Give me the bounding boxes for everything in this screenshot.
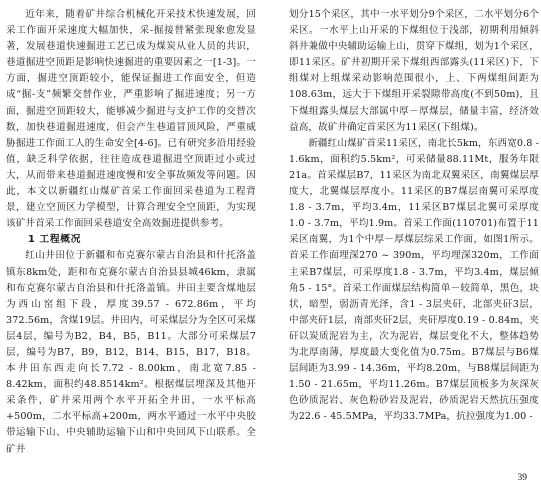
overview-paragraph: 红山井田位于新疆和布克赛尔蒙古自治县和什托洛盖镇东8km处，距和布克赛尔蒙古自治县县城46km，隶属和布克赛尔蒙古自治县和什托洛盖镇。井田主要含煤地层为西山窑组下段，厚度39.57 - 672.86m，平均372.56m，含煤19层。井田内，可采煤层分为全区可采煤层4层，编号为B2，B4，B5，B11。大部分可采煤层7层，编号为B7，B9，B12，B14，B15，B17，B18。本井田东西走向长7.72 - 8.00km，南北宽7.85 - 8.42km，面积约48.8514km²。根据煤层埋深及其他开采条件，矿井采用两个水平开拓全井田，一水平标高+500m，二水平标高+200m，两水平通过一水平中央胶带运输下山、中央辅助运输下山和中央回风下山联系。全矿井 bbox=[6, 250, 256, 455]
section-heading: 1 工程概况 bbox=[28, 234, 82, 246]
overview-paragraph-continued: 划分15个采区，其中一水平划分9个采区，二水平划分6个采区。一水平上山开采的下煤组位于浅部，初期利用倾斜斜井兼做中央辅助运输上山，贯穿下煤组，划为1个采区，即11采区。矿井初期开采下煤组西部露头(11采区)下，下组煤对上组煤采动影响范围很小，上、下两煤组间距为108.63m，远大于下煤组开采裂隙带高度(不到50m)，且下煤组露头煤层大部属中厚－厚煤层，储量丰富，经济效益高，故矿井确定首采区为11采区(下组煤)。 bbox=[289, 9, 539, 133]
page-number: 39 bbox=[517, 473, 527, 483]
left-column bbox=[6, 7, 256, 458]
first-mining-area-paragraph: 新疆红山煤矿首采11采区，南北长5km，东西宽0.8 - 1.6km，面积约5.5km²，可采储量88.11Mt，服务年限21a。首采煤层B7，11采区为南北双翼采区，南翼煤层厚度大，北翼煤层厚度小。11采区的B7煤层南翼可采厚度1.8 - 3.7m，平均3.4m，11采区B7煤层北翼可采厚度1.0 - 3.7m，平均1.9m。首采工作面(110701)布置于11采区南翼，为1个中厚－厚煤层综采工作面，如图1所示。首采工作面埋深270 ~ 390m，平均埋深320m，工作面主采B7煤层，可采厚度1.8 - 3.7m，平均3.4m，煤层倾角5 - 15°。首采工作面煤层结构简单－较简单，黑色，块状，暗型，弱沥青光泽，含1 - 3层夹矸，北部夹矸3层，中部夹矸1层，南部夹矸2层，夹矸厚度0.19 - 0.84m，夹矸以炭质泥岩为主，次为泥岩，煤层变化不大，整体趋势为北厚南薄，厚度最大变化值为0.75m。B7煤层与B6煤层间距为3.99 - 14.36m，平均8.20m，与B8煤层间距为1.50 - 21.65m，平均11.26m。B7煤层顶板多为灰深灰色砂质泥岩、灰色粉砂岩及泥岩，砂质泥岩天然抗压强度为22.6 - 45.5MPa，平均33.7MPa，抗拉强度为1.00 - bbox=[289, 137, 539, 423]
intro-paragraph: 近年来，随着矿井综合机械化开采技术快速发展，回采工作面开采速度大幅加快，采-掘接替紧张现象愈发显著，发展巷道快速掘进工艺已成为煤炭从业人员的共识，巷道掘进空顶距是影响快速掘进的重要因素之一[1-3]。一方面，掘进空顶距较小，能保证掘进工作面安全，但造成“掘-支”频繁交替作业，严重影响了掘进速度；另一方面，掘进空顶距较大，能够减少掘进与支护工作的交替次数，加快巷道掘进速度，但会产生巷道冒顶风险，严重威胁掘进工作面工人的生命安全[4-6]。已有研究多沿用经验值，缺乏科学依据，往往造成巷道掘进空顶距过小或过大，从而带来巷道掘进速度慢和安全事故频发等问题。因此，本文以新疆红山煤矿首采工作面回采巷道为工程背景，建立空顶区力学模型，计算合理安全空顶距，为实现该矿井首采工作面回采巷道安全高效掘进提供参考。 bbox=[6, 9, 256, 230]
right-column bbox=[289, 7, 539, 425]
